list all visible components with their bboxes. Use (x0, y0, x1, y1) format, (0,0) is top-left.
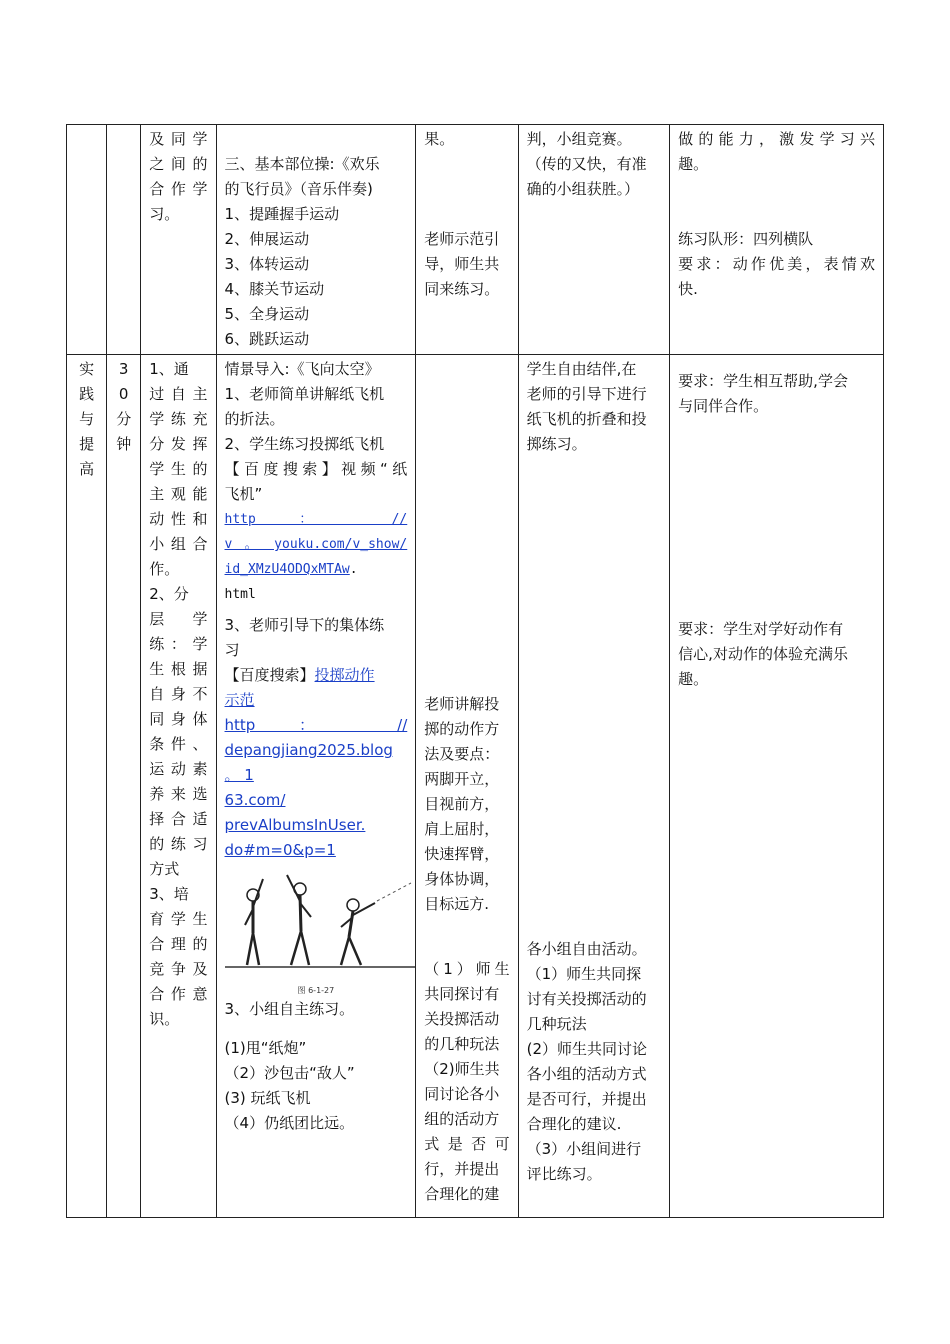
video-link[interactable]: v 。 youku.com/v_show/ (224, 537, 408, 552)
blog-link[interactable]: http ： // (224, 716, 408, 734)
stage-cell: 实 践 与 提 高 (67, 355, 107, 1218)
student-cell: 学生自由结伴,在 老师的引导下进行 纸飞机的折叠和投 掷练习。 各小组自由活动。 （1）师生共同探 讨有关投掷活动的 几种玩法 (2）师生共同讨论 各小组的活动方式 是否可行，并提出 合理化的建议. （3）小组间进行 评比练习。 (518, 355, 670, 1218)
blog-link[interactable]: 63.com/ (224, 791, 286, 809)
throwing-figure-image (225, 867, 415, 985)
video-link[interactable]: http ： // (224, 512, 408, 527)
throwing-demo-link[interactable]: 投掷动作 (314, 666, 375, 684)
blog-link[interactable]: do#m=0&p=1 (224, 841, 336, 859)
content-cell: 三、基本部位操:《欢乐 的飞行员》（音乐伴奏) 1、提踵握手运动 2、伸展运动 3、体转运动 4、膝关节运动 5、全身运动 6、跳跃运动 (216, 125, 416, 355)
time-cell (107, 125, 141, 355)
table-row (67, 355, 884, 1218)
blog-link[interactable]: prevAlbumsInUser. (224, 816, 366, 834)
content-cell: 情景导入:《飞向太空》 1、老师简单讲解纸飞机 的折法。 2、学生练习投掷纸飞机 【百度搜索】视频“纸 飞机” http ： // v 。 youku.com/v_show/ id_XMzU4ODQxMTAw. html 3、老师引导下的集体练 习 【百度搜索】投掷动作 示范 http ： // depangjiang2025.blog 。 1 63.com/ prevAlbumsInUser. do#m=0&p=1 图 6-1-27 3、小组自主练习。 (1)甩“纸炮” （2）沙包击“敌人” (3) 玩纸飞机 （4）仍纸团比远。 (216, 355, 416, 1218)
blog-link[interactable]: depangjiang2025.blog 。 1 (224, 741, 393, 784)
teacher-cell: 果。 老师示范引 导，师生共 同来练习。 (416, 125, 518, 355)
time-cell: 30 分 钟 (107, 355, 141, 1218)
table-row (67, 125, 884, 355)
lesson-plan-table (66, 124, 884, 1218)
goal-cell: 及同学 之间的 合作学 习。 (141, 125, 216, 355)
video-link[interactable]: id_XMzU4ODQxMTAw (224, 562, 350, 577)
goal-cell: 1、通 过自主 学练充 分发挥 学生的 主观能 动性和 小组合 作。 2、分 层 学 练：学 生根据 自身不 同身体 条件、 运动素 养来选 择合适 的练习 方式 3、培 育学生 合理的 竞争及 合作意 识。 (141, 355, 216, 1218)
organization-cell: 要求：学生相互帮助,学会 与同伴合作。 要求：学生对学好动作有 信心,对动作的体验充满乐 趣。 (670, 355, 884, 1218)
stage-cell (67, 125, 107, 355)
throwing-demo-link[interactable]: 示范 (224, 691, 255, 709)
student-cell: 判，小组竞赛。 （传的又快，有准 确的小组获胜。） (518, 125, 670, 355)
organization-cell: 做的能力，激发学习兴 趣。 练习队形：四列横队 要求：动作优美，表情欢 快. (670, 125, 884, 355)
teacher-cell: 老师讲解投 掷的动作方 法及要点： 两脚开立， 目视前方， 肩上屈肘， 快速挥臂， 身体协调， 目标远方. （1）师生 共同探讨有 关投掷活动 的几种玩法 （2)师生共 同讨论各小 组的活动方 式是否可 行，并提出 合理化的建 (416, 355, 518, 1218)
